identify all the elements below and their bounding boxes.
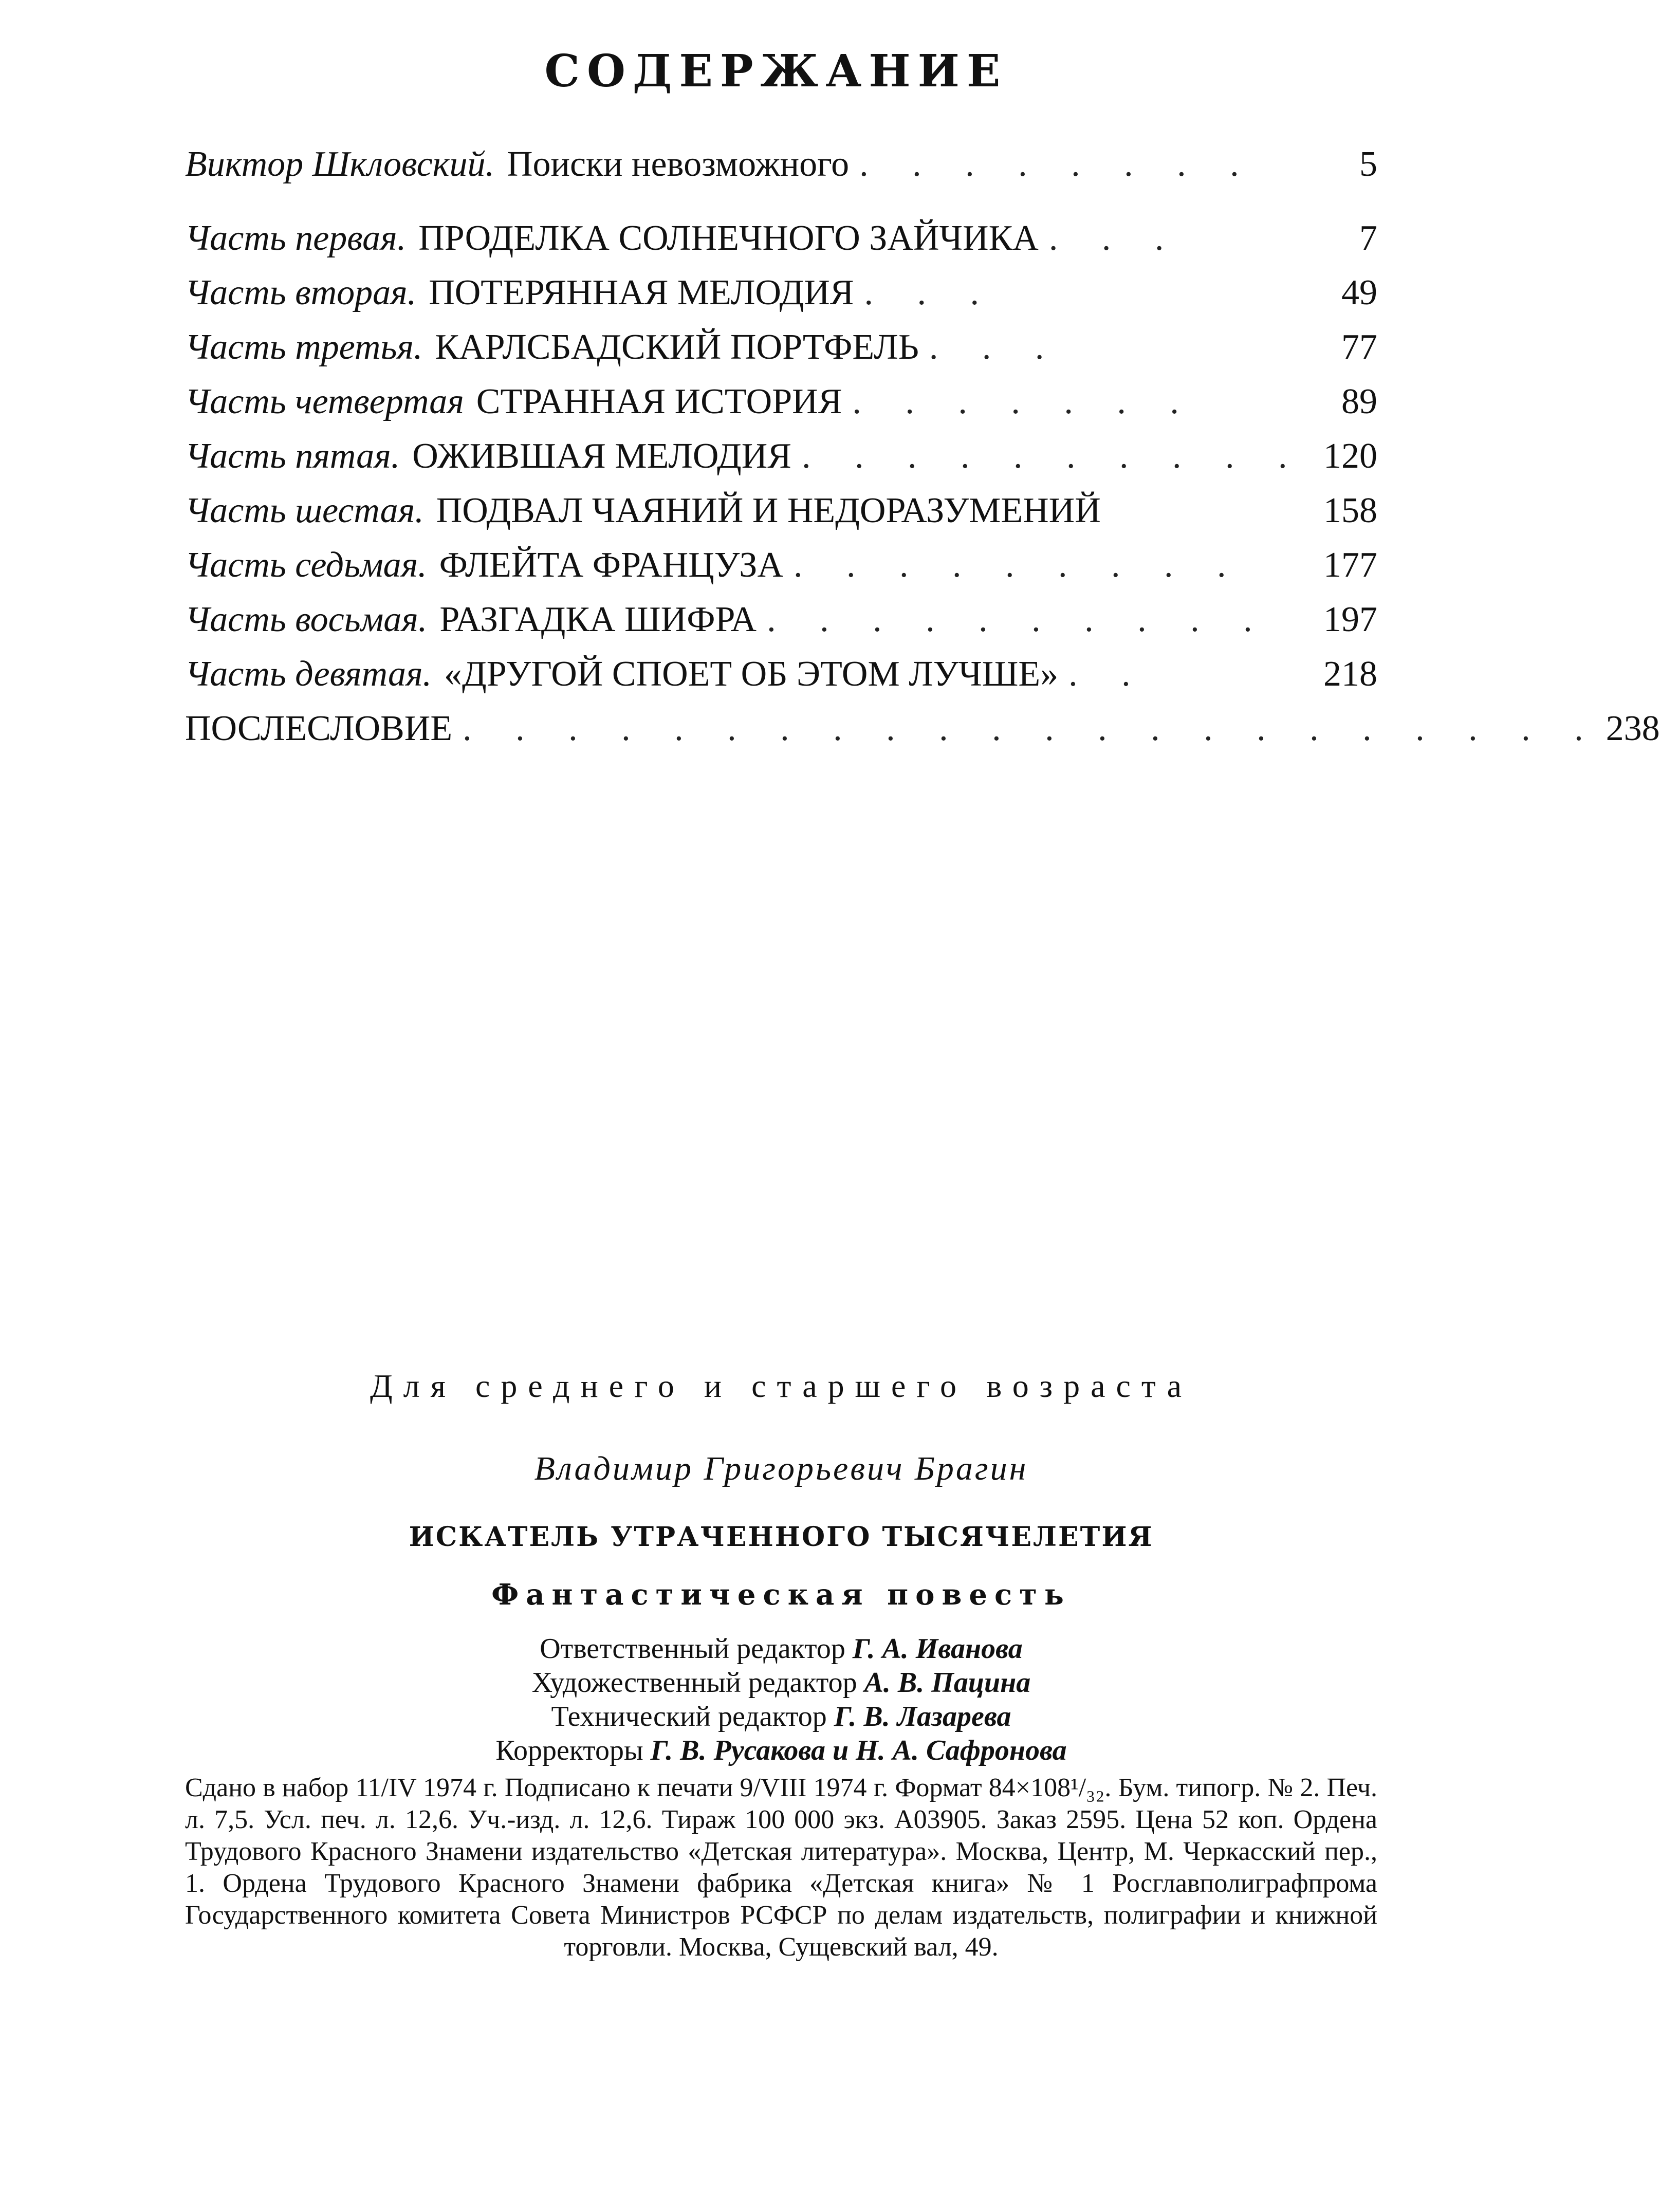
toc-entry: [185, 381, 1377, 436]
toc-entry-page: 120: [1323, 436, 1377, 476]
toc-title: СОДЕРЖАНИЕ: [544, 45, 1008, 97]
toc-entry: [185, 708, 1660, 763]
toc-dot-leader: . . . . . . . . . .: [767, 600, 1270, 639]
credit-person: Г. В. Русакова и Н. А. Сафронова: [650, 1735, 1067, 1766]
toc-entry-title: КАРЛСБАДСКИЙ ПОРТФЕЛЬ: [435, 327, 919, 367]
toc-entry: [185, 327, 1377, 381]
toc-entry-title: РАЗГАДКА ШИФРА: [439, 600, 757, 639]
toc-entry-prefix: Часть первая.: [185, 218, 407, 258]
toc-entry: [185, 436, 1377, 490]
credit-line: [185, 1666, 1377, 1700]
toc-entry-prefix: Часть восьмая.: [185, 600, 428, 639]
toc-entry-page: 197: [1323, 600, 1377, 639]
toc-entry-prefix: Часть девятая.: [185, 654, 432, 694]
credit-line: [185, 1734, 1377, 1767]
toc-entry-title: ОЖИВШАЯ МЕЛОДИЯ: [412, 436, 791, 476]
toc-entry-page: 49: [1341, 273, 1377, 312]
toc-entry: [185, 218, 1377, 272]
table-of-contents: [185, 144, 1660, 763]
toc-dot-leader: . . . . . . . . .: [794, 545, 1244, 585]
credit-person: Г. А. Иванова: [852, 1633, 1023, 1665]
audience-note: Для среднего и старшего возраста: [370, 1368, 1193, 1404]
toc-entry-prefix: Часть шестая.: [185, 491, 424, 530]
toc-entry-title: Поиски невозможного: [506, 144, 850, 184]
editorial-credits: [185, 1632, 1377, 1767]
toc-entry: [185, 144, 1377, 198]
toc-dot-leader: . . .: [1048, 218, 1182, 258]
colophon-text: Сдано в набор 11/IV 1974 г. Подписано к печати 9/VIII 1974 г. Формат 84×108¹/₃₂. Бум. типогр. № 2. Печ. л. 7,5. Усл. печ. л. 12,6. Уч.-изд. л. 12,6. Тираж 100 000 экз. А03905. Заказ 2595. Цена 52 коп. Ордена Трудового Красного Знамени издательство «Детская литература». Москва, Центр, М. Черкасский пер., 1. Ордена Трудового Красного Знамени фабрика «Детская книга» № 1 Росглавполиграфпрома Государственного комитета Совета Министров РСФСР по делам издательств, полиграфии и книжной торговли. Москва, Сущевский вал, 49.: [185, 1773, 1377, 1962]
toc-entry: [185, 545, 1377, 599]
toc-dot-leader: . . . . . . . . . .: [801, 436, 1305, 476]
toc-entry-title: ПОДВАЛ ЧАЯНИЙ И НЕДОРАЗУМЕНИЙ: [436, 491, 1101, 530]
toc-entry-title: СТРАННАЯ ИСТОРИЯ: [476, 382, 842, 421]
credit-role: Технический редактор: [551, 1701, 827, 1732]
toc-entry-page: 7: [1359, 218, 1377, 258]
toc-entry: [185, 599, 1377, 654]
toc-entry-prefix: Часть седьмая.: [185, 545, 427, 585]
toc-dot-leader: . .: [1068, 654, 1148, 694]
toc-entry-title: ФЛЕЙТА ФРАНЦУЗА: [439, 545, 783, 585]
toc-entry-page: 177: [1323, 545, 1377, 585]
toc-dot-leader: . . . . . . . . . . . . . . . . . . . . . .: [463, 709, 1601, 748]
toc-entry-prefix: Часть третья.: [185, 327, 423, 367]
credit-person: Г. В. Лазарева: [834, 1701, 1011, 1732]
toc-entry-page: 218: [1323, 654, 1377, 694]
toc-entry-page: 158: [1323, 491, 1377, 530]
toc-entry: [185, 272, 1377, 327]
toc-entry-page: 238: [1606, 709, 1660, 748]
toc-dot-leader: . . .: [864, 273, 997, 312]
toc-dot-leader: . . . . . . .: [852, 382, 1196, 421]
toc-entry-title: «ДРУГОЙ СПОЕТ ОБ ЭТОМ ЛУЧШЕ»: [444, 654, 1059, 694]
toc-entry-title: ПОТЕРЯННАЯ МЕЛОДИЯ: [429, 273, 854, 312]
toc-entry: [185, 490, 1377, 545]
credit-role: Ответственный редактор: [540, 1633, 845, 1665]
credit-line: [185, 1632, 1377, 1666]
toc-entry-title: ПРОДЕЛКА СОЛНЕЧНОГО ЗАЙЧИКА: [418, 218, 1039, 258]
toc-dot-leader: . . .: [929, 327, 1062, 367]
toc-entry-prefix: Часть пятая.: [185, 436, 400, 476]
toc-dot-leader: . . . . . . . .: [859, 144, 1257, 184]
toc-entry: [185, 654, 1377, 708]
book-title: ИСКАТЕЛЬ УТРАЧЕННОГО ТЫСЯЧЕЛЕТИЯ: [409, 1521, 1154, 1553]
toc-entry-title: ПОСЛЕСЛОВИЕ: [185, 709, 453, 748]
toc-entry-prefix: Часть вторая.: [185, 273, 417, 312]
credit-role: Художественный редактор: [531, 1667, 857, 1699]
toc-entry-prefix: Часть четвертая: [185, 382, 464, 421]
credit-role: Корректоры: [495, 1735, 643, 1766]
credit-line: [185, 1700, 1377, 1734]
credit-person: А. В. Пацина: [864, 1667, 1031, 1699]
genre-label: Фантастическая повесть: [491, 1578, 1071, 1612]
toc-entry-prefix: Виктор Шкловский.: [185, 144, 494, 184]
toc-entry-page: 5: [1359, 144, 1377, 184]
author-name: Владимир Григорьевич Брагин: [534, 1450, 1028, 1487]
toc-entry-page: 77: [1341, 327, 1377, 367]
toc-entry-page: 89: [1341, 382, 1377, 421]
